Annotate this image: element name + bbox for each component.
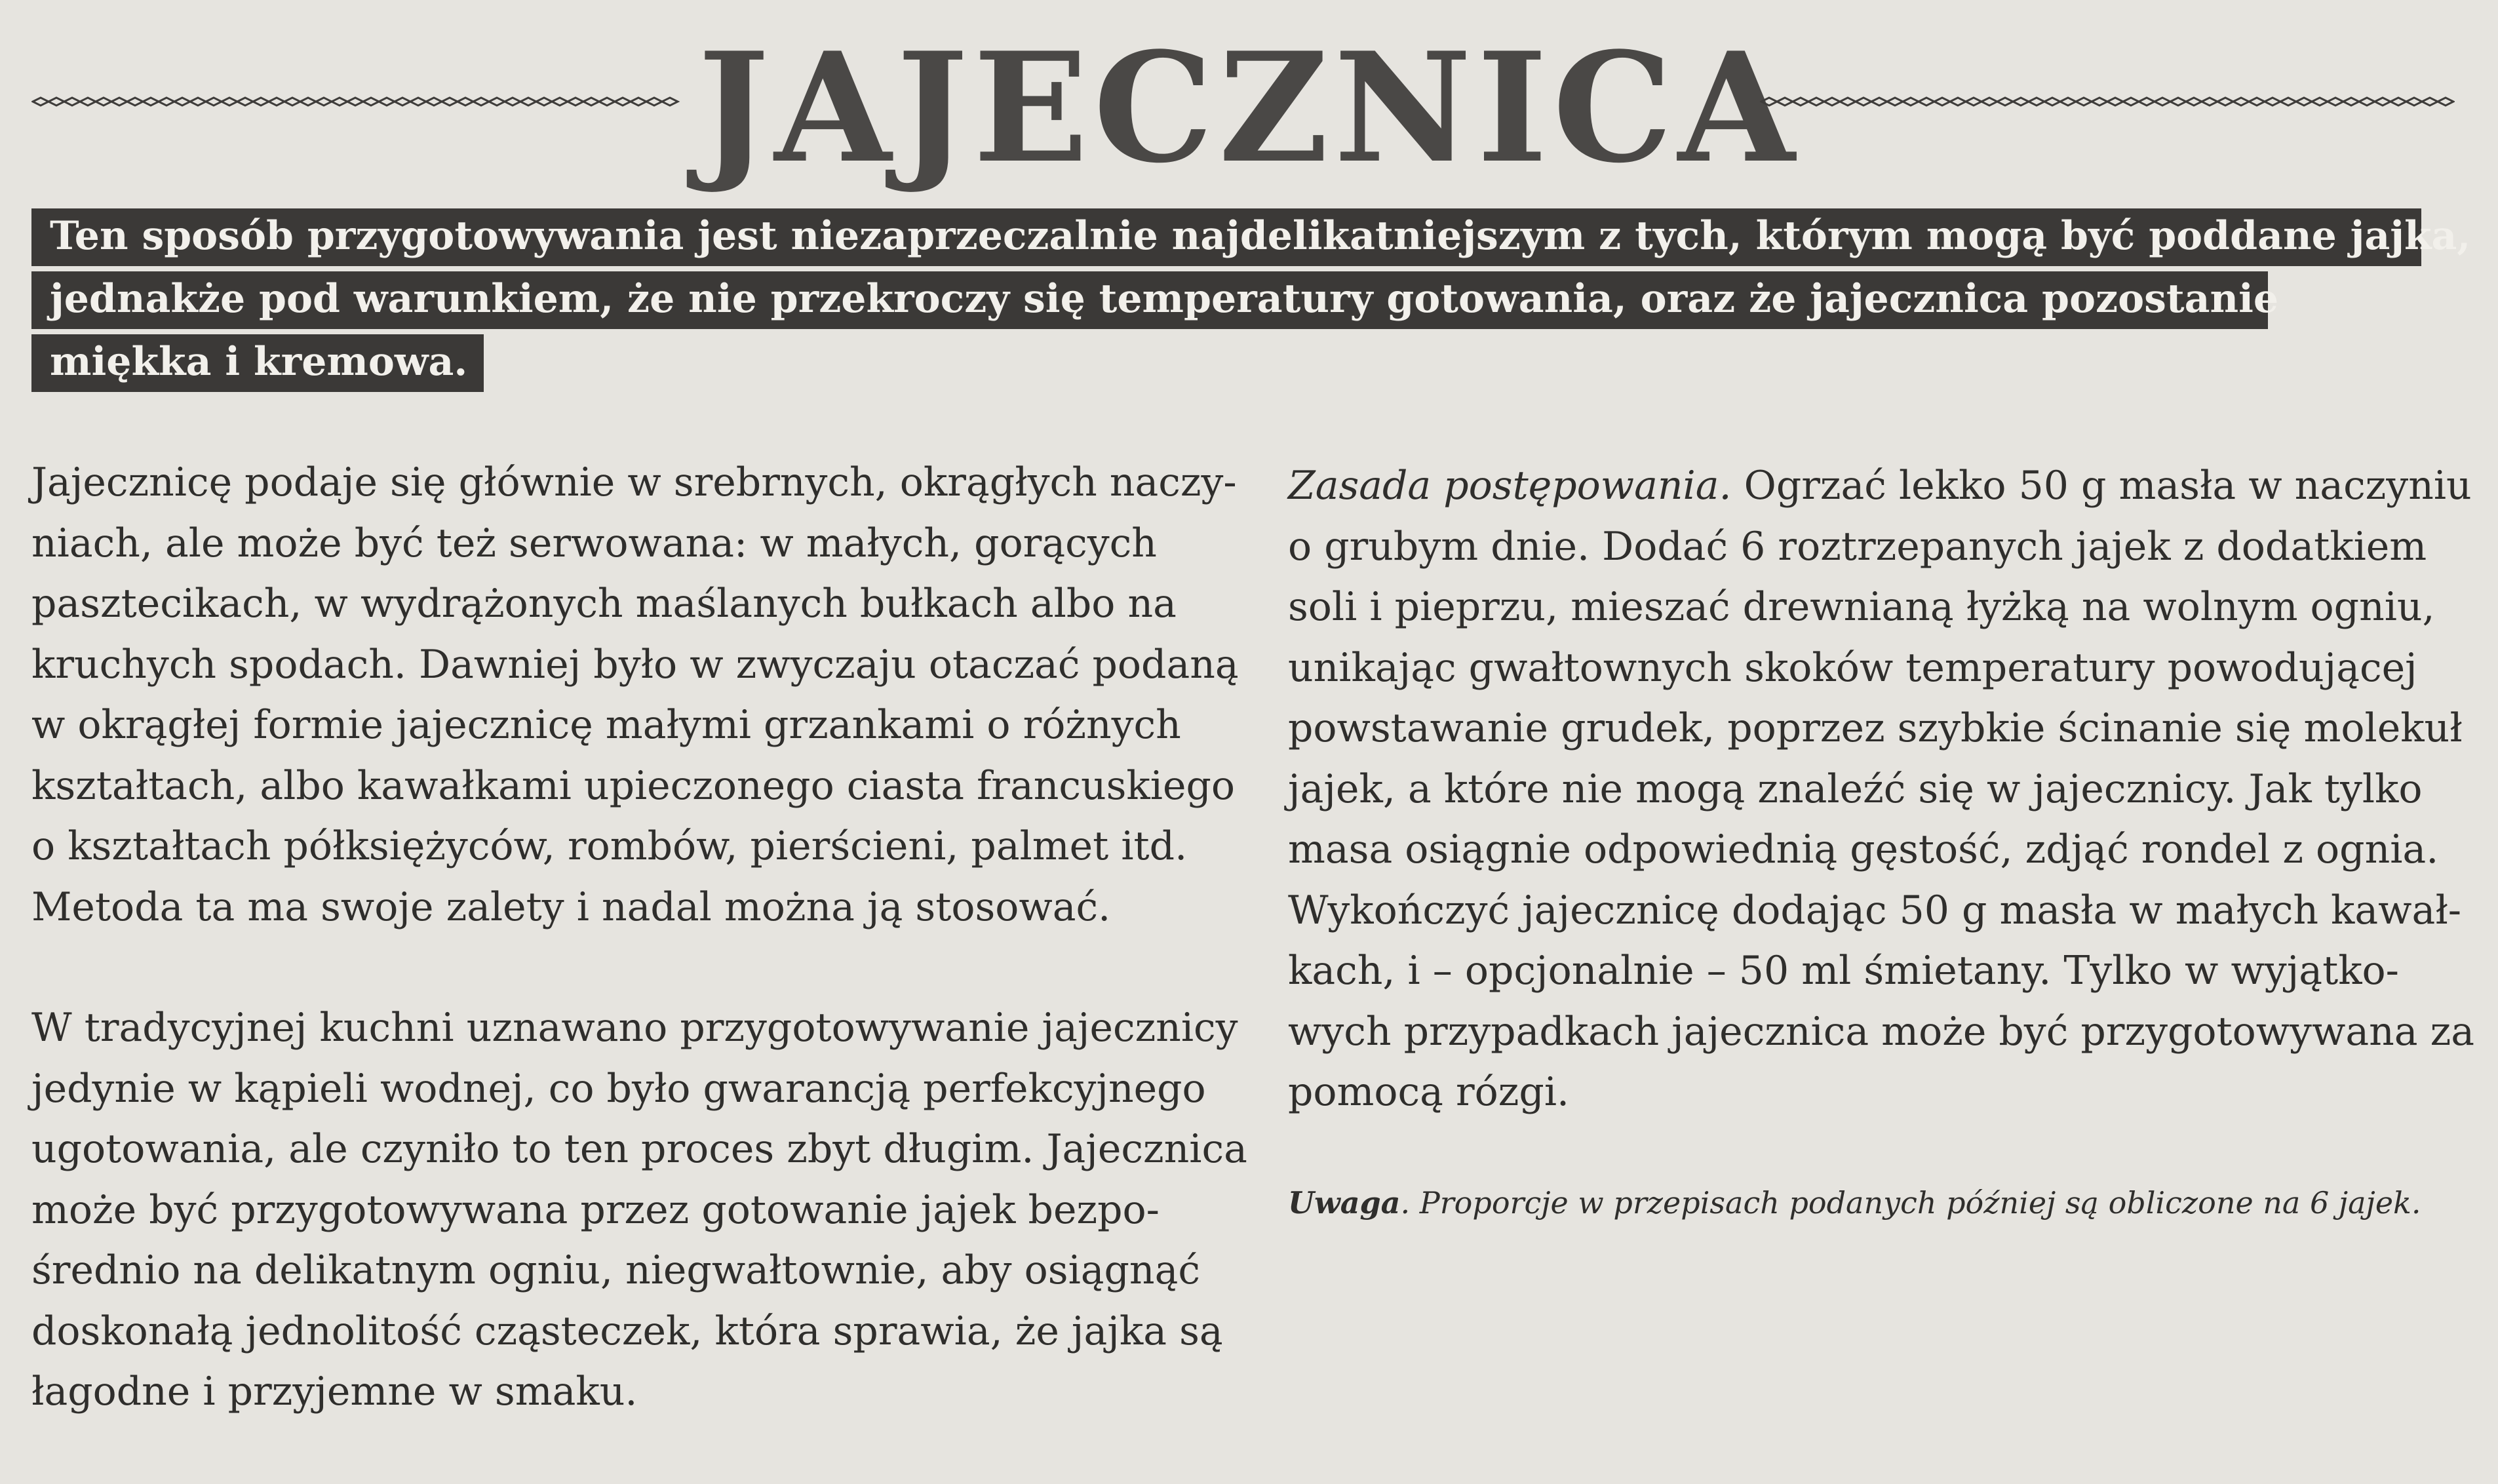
- ornament-diamond: [1919, 98, 1934, 106]
- text-line: pomocą rózgi.: [1288, 1069, 1570, 1115]
- text-line: Wykończyć jajecznicę dodając 50 g masła w małych kawał-: [1288, 887, 2462, 933]
- text-line: jajek, a które nie mogą znaleźć się w jajecznicy. Jak tylko: [1288, 766, 2423, 812]
- text-line: unikając gwałtownych skoków temperatury powodującej: [1288, 644, 2417, 691]
- intro-line: Ten sposób przygotowywania jest niezaprzeczalnie najdelikatniejszym z tych, którym mogą być poddane jajka,: [31, 208, 2421, 266]
- note-text: . Proporcje w przepisach podanych później są obliczone na 6 jajek.: [1400, 1185, 2421, 1220]
- ornament-diamond: [1997, 98, 2013, 106]
- procedure-first-line: Ogrzać lekko 50 g masła w naczyniu: [1731, 463, 2472, 509]
- ornament-diamond: [2438, 98, 2453, 106]
- ornament-diamond: [1903, 98, 1919, 106]
- ornament-diamond: [2170, 98, 2186, 106]
- ornament-diamond: [1808, 98, 1824, 106]
- procedure-label: Zasada postępowania.: [1288, 463, 1732, 509]
- text-line: kształtach, albo kawałkami upieczonego ciasta francuskiego: [31, 762, 1236, 809]
- paragraph-gap: [31, 937, 1172, 998]
- ornament-diamond: [2044, 98, 2060, 106]
- text-line: wych przypadkach jajecznica może być przygotowywana za: [1288, 1008, 2474, 1055]
- ornament-diamond: [2076, 98, 2092, 106]
- ornament-diamond: [2359, 98, 2375, 106]
- text-line: Metoda ta ma swoje zalety i nadal można ją stosować.: [31, 884, 1111, 930]
- ornament-diamond: [1824, 98, 1840, 106]
- text-line: jedynie w kąpieli wodnej, co było gwarancją perfekcyjnego: [31, 1065, 1206, 1112]
- ornament-diamond: [2029, 98, 2044, 106]
- ornament-diamond: [2343, 98, 2359, 106]
- ornament-diamond: [1793, 98, 1808, 106]
- intro-line: miękka i kremowa.: [31, 334, 484, 392]
- ornament-diamond: [2092, 98, 2107, 106]
- ornament-diamond: [2107, 98, 2123, 106]
- ornament-diamond: [1981, 98, 1997, 106]
- ornament-diamond: [2375, 98, 2391, 106]
- ornament-diamond: [2155, 98, 2170, 106]
- ornament-diamond: [2202, 98, 2217, 106]
- ornament-diamond: [2280, 98, 2296, 106]
- ornament-diamond: [1856, 98, 1871, 106]
- text-line: doskonałą jednolitość cząsteczek, która sprawia, że jajka są: [31, 1308, 1223, 1354]
- ornament-diamond: [2406, 98, 2422, 106]
- note: [1288, 1185, 2435, 1220]
- ornament-diamond: [1871, 98, 1887, 106]
- ornament-diamond: [2391, 98, 2406, 106]
- text-line: [1288, 456, 2472, 517]
- note-label: Uwaga: [1288, 1185, 1401, 1220]
- ornament-diamond: [1840, 98, 1856, 106]
- ornament-diamond: [2249, 98, 2265, 106]
- right-column: [1288, 456, 2474, 1123]
- paragraph-serving: [31, 452, 1239, 937]
- ornament-diamond: [1950, 98, 1966, 106]
- text-line: masa osiągnie odpowiednią gęstość, zdjąć rondel z ognia.: [1288, 827, 2439, 872]
- ornament-diamond: [1966, 98, 1981, 106]
- ornament-diamond: [1777, 98, 1793, 106]
- ornament-diamond: [2217, 98, 2233, 106]
- ornament-diamond: [2013, 98, 2029, 106]
- ornament-diamond: [2265, 98, 2280, 106]
- ornament-diamond: [2060, 98, 2076, 106]
- text-line: soli i pieprzu, mieszać drewnianą łyżką na wolnym ogniu,: [1288, 584, 2435, 630]
- ornament-diamond: [1761, 98, 1777, 106]
- page-title: JAJECZNICA: [697, 20, 1801, 197]
- text-line: kruchych spodach. Dawniej było w zwyczaju otaczać podaną: [31, 641, 1239, 688]
- text-line: pasztecikach, w wydrążonych maślanych bułkach albo na: [31, 581, 1177, 627]
- ornament-diamond: [2186, 98, 2202, 106]
- text-line: W tradycyjnej kuchni uznawano przygotowywanie jajecznicy: [31, 1005, 1238, 1051]
- text-line: średnio na delikatnym ogniu, niegwałtownie, aby osiągnąć: [31, 1247, 1200, 1293]
- ornament-right: [1760, 88, 2455, 115]
- ornament-diamond: [1934, 98, 1950, 106]
- ornament-diamond: [2139, 98, 2155, 106]
- text-line: kach, i – opcjonalnie – 50 ml śmietany. Tylko w wyjątko-: [1288, 948, 2399, 994]
- text-line: ugotowania, ale czyniło to ten proces zbyt długim. Jajecznica: [31, 1126, 1247, 1172]
- intro-banner: [31, 208, 2471, 397]
- paragraph-tradition: [31, 998, 1247, 1422]
- text-line: powstawanie grudek, poprzez szybkie ścinanie się molekuł: [1288, 705, 2463, 751]
- text-line: niach, ale może być też serwowana: w małych, gorących: [31, 520, 1157, 566]
- ornament-diamond: [2296, 98, 2312, 106]
- text-line: w okrągłej formie jajecznicę małymi grzankami o różnych: [31, 702, 1181, 748]
- text-line: Jajecznicę podaje się głównie w srebrnych, okrągłych naczy-: [31, 459, 1237, 505]
- intro-line: jednakże pod warunkiem, że nie przekroczy się temperatury gotowania, oraz że jajecznica pozostanie: [31, 271, 2268, 329]
- ornament-diamond: [1887, 98, 1903, 106]
- text-line: łagodne i przyjemne w smaku.: [31, 1369, 638, 1415]
- ornament-diamond: [2312, 98, 2328, 106]
- text-line: o kształtach półksiężyców, rombów, pierścieni, palmet itd.: [31, 823, 1188, 869]
- ornament-diamond: [2422, 98, 2438, 106]
- text-line: może być przygotowywana przez gotowanie jajek bezpo-: [31, 1186, 1160, 1233]
- ornament-diamond: [2233, 98, 2249, 106]
- left-column: [31, 452, 1247, 1422]
- ornament-diamond: [2123, 98, 2139, 106]
- ornament-diamond: [2328, 98, 2343, 106]
- text-line: o grubym dnie. Dodać 6 roztrzepanych jajek z dodatkiem: [1288, 523, 2427, 570]
